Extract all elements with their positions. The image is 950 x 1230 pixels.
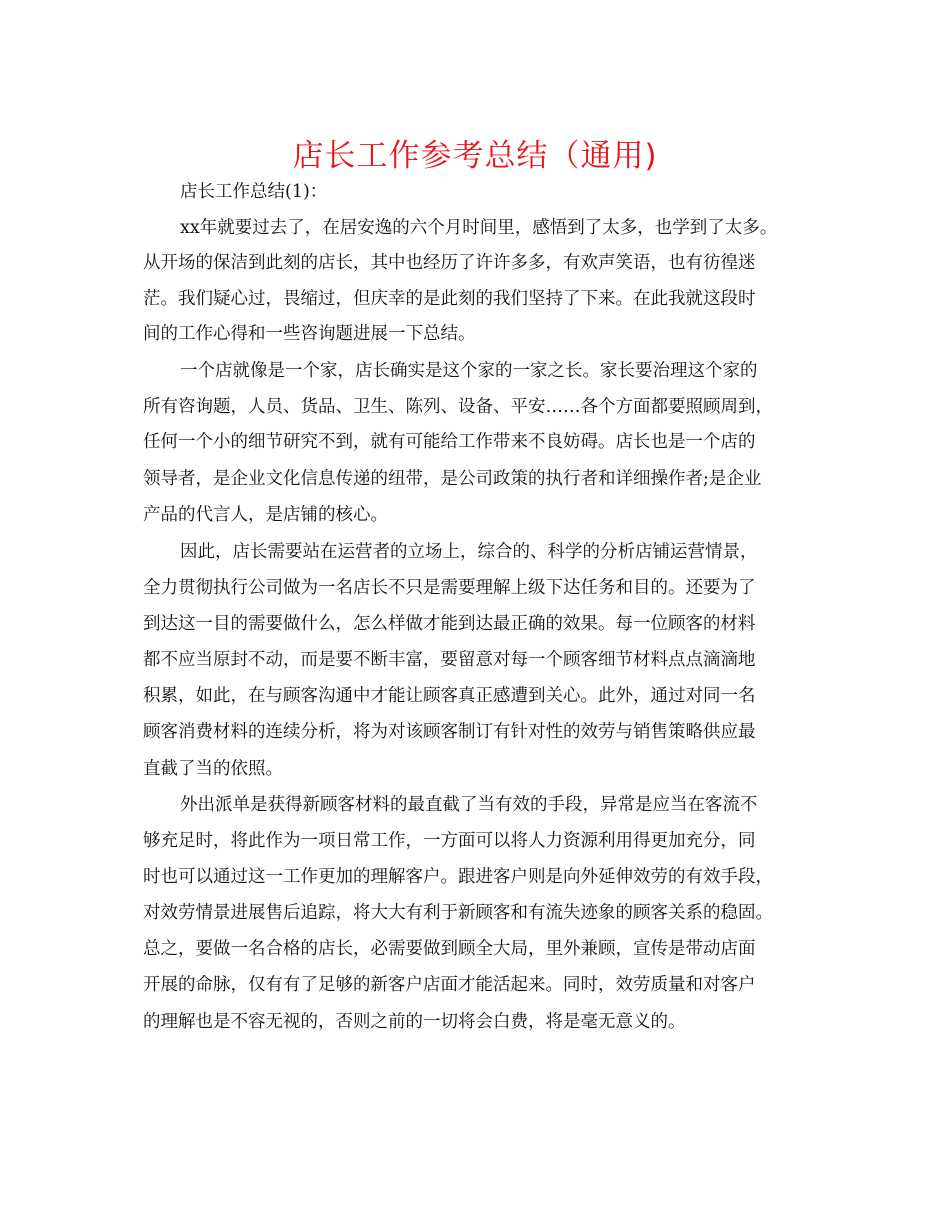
paragraph-line: 积累，如此，在与顾客沟通中才能让顾客真正感遭到关心。此外，通过对同一名 [143,686,756,706]
paragraph-line: 因此，店长需要站在运营者的立场上，综合的、科学的分析店铺运营情景， [180,542,758,562]
section-heading: 店长工作总结(1)： [180,182,328,202]
paragraph-line: 领导者，是企业文化信息传递的纽带，是公司政策的执行者和详细操作者;是企业 [143,469,762,489]
paragraph-line: 外出派单是获得新顾客材料的最直截了当有效的手段，异常是应当在客流不 [180,795,758,815]
document-title: 店长工作参考总结（通用) [292,138,658,174]
paragraph-line: 直截了当的依照。 [143,759,283,779]
paragraph-line: 对效劳情景进展售后追踪，将大大有利于新顾客和有流失迹象的顾客关系的稳固。 [143,903,773,923]
paragraph-line: 一个店就像是一个家，店长确实是这个家的一家之长。家长要治理这个家的 [180,361,758,381]
paragraph-line: 的理解也是不容无视的，否则之前的一切将会白费，将是毫无意义的。 [143,1012,686,1032]
paragraph-line: 都不应当原封不动，而是要不断丰富，要留意对每一个顾客细节材料点点滴滴地 [143,650,756,670]
paragraph-line: 开展的命脉，仅有有了足够的新客户店面才能活起来。同时，效劳质量和对客户 [143,975,756,995]
paragraph-line: 时也可以通过这一工作更加的理解客户。跟进客户则是向外延伸效劳的有效手段， [143,867,773,887]
paragraph-line: 任何一个小的细节研究不到，就有可能给工作带来不良妨碍。店长也是一个店的 [143,432,756,452]
paragraph-line: 顾客消费材料的连续分析，将为对该顾客制订有针对性的效劳与销售策略供应最 [143,722,756,742]
paragraph-line: 到达这一目的需要做什么，怎么样做才能到达最正确的效果。每一位顾客的材料 [143,614,756,634]
paragraph-line: xx年就要过去了，在居安逸的六个月时间里，感悟到了太多，也学到了太多。 [180,218,778,238]
paragraph-line: 从开场的保洁到此刻的店长，其中也经历了许许多多，有欢声笑语，也有彷徨迷 [143,253,756,273]
paragraph-line: 产品的代言人，是店铺的核心。 [143,505,388,525]
paragraph-line: 所有咨询题，人员、货品、卫生、陈列、设备、平安……各个方面都要照顾周到， [143,397,773,417]
paragraph-line: 够充足时，将此作为一项日常工作，一方面可以将人力资源利用得更加充分，同 [143,831,756,851]
paragraph-line: 总之，要做一名合格的店长，必需要做到顾全大局，里外兼顾，宣传是带动店面 [143,939,756,959]
paragraph-line: 间的工作心得和一些咨询题进展一下总结。 [143,324,476,344]
paragraph-line: 茫。我们疑心过，畏缩过，但庆幸的是此刻的我们坚持了下来。在此我就这段时 [143,289,756,309]
paragraph-line: 全力贯彻执行公司做为一名店长不只是需要理解上级下达任务和目的。还要为了 [143,578,756,598]
